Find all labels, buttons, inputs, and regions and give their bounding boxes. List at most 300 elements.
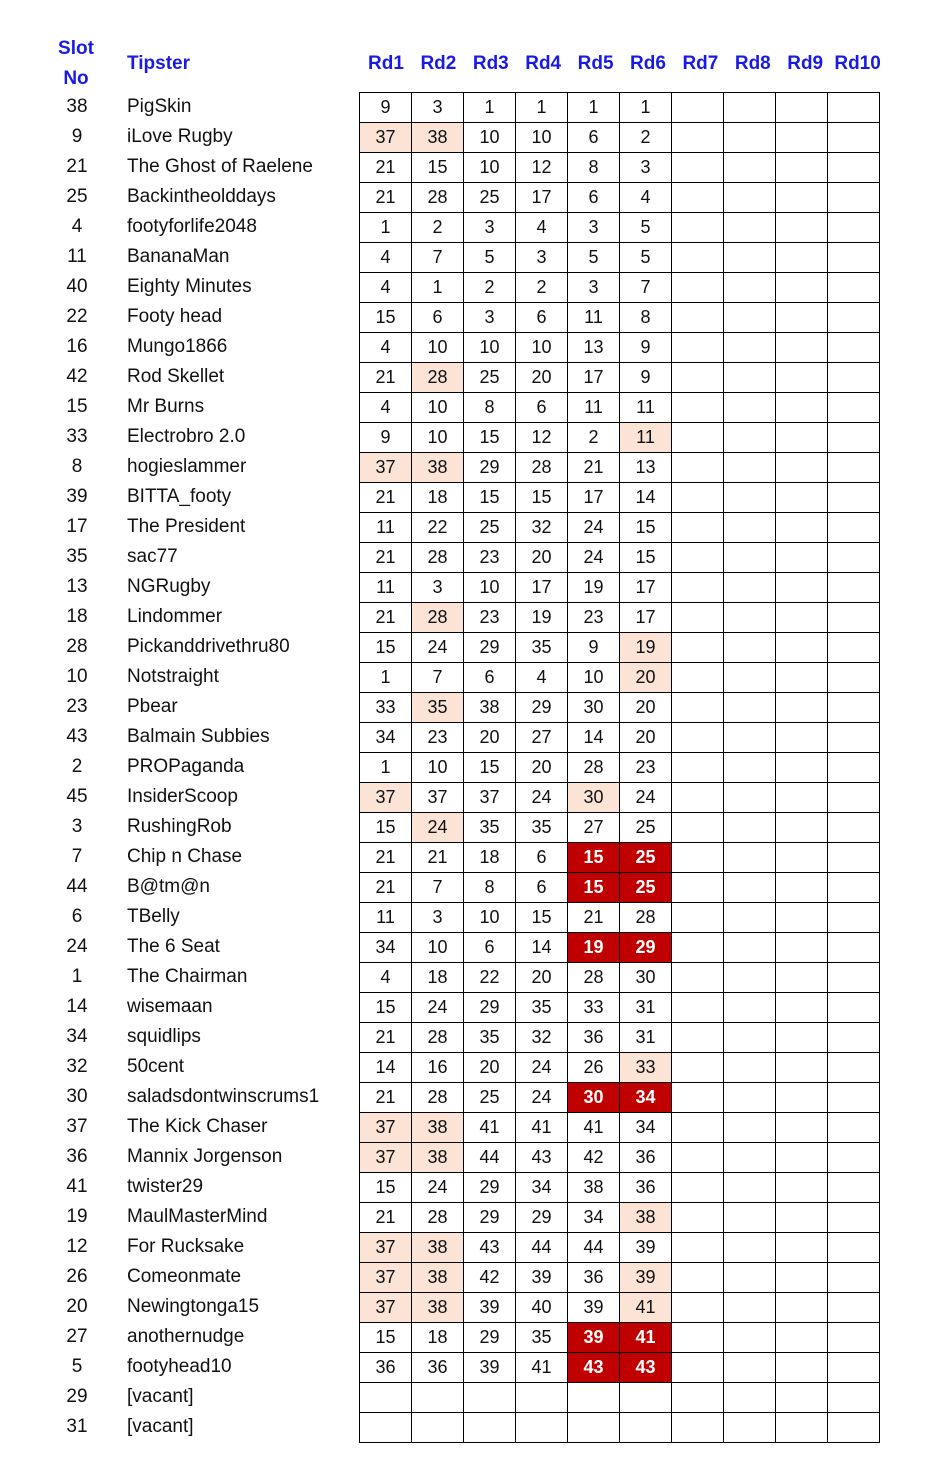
pick-cell-rd5: 3: [568, 273, 620, 303]
pick-cell-rd2: 24: [412, 633, 464, 663]
pick-cell-rd2: 28: [412, 363, 464, 393]
tipster-name: Newingtonga15: [127, 1296, 260, 1317]
pick-cell-rd5: 39: [568, 1323, 620, 1353]
pick-cell-rd8: [724, 963, 776, 993]
pick-cell-rd1: [360, 1383, 412, 1413]
slot-number: 31: [66, 1416, 88, 1437]
pick-cell-rd6: 34: [620, 1083, 672, 1113]
pick-cell-rd6: 36: [620, 1173, 672, 1203]
table-row: [360, 93, 880, 123]
pick-cell-rd6: 11: [620, 393, 672, 423]
pick-cell-rd4: 12: [516, 423, 568, 453]
pick-cell-rd6: 17: [620, 573, 672, 603]
pick-cell-rd8: [724, 453, 776, 483]
pick-cell-rd5: [568, 1413, 620, 1443]
pick-cell-rd2: 10: [412, 393, 464, 423]
pick-cell-rd1: [360, 1413, 412, 1443]
pick-cell-rd4: 6: [516, 843, 568, 873]
pick-cell-rd8: [724, 1293, 776, 1323]
pick-cell-rd1: 4: [360, 243, 412, 273]
pick-cell-rd9: [776, 723, 828, 753]
pick-cell-rd1: 34: [360, 933, 412, 963]
pick-cell-rd4: 32: [516, 1023, 568, 1053]
tipster-name: The Ghost of Raelene: [127, 156, 313, 177]
pick-cell-rd4: 1: [516, 93, 568, 123]
pick-cell-rd1: 14: [360, 1053, 412, 1083]
pick-cell-rd9: [776, 1323, 828, 1353]
slot-number: 1: [71, 966, 83, 987]
tipster-name: Pbear: [127, 696, 178, 717]
pick-cell-rd4: 17: [516, 183, 568, 213]
pick-cell-rd8: [724, 483, 776, 513]
pick-cell-rd6: 36: [620, 1143, 672, 1173]
pick-cell-rd10: [828, 333, 880, 363]
pick-cell-rd8: [724, 873, 776, 903]
pick-cell-rd3: 1: [464, 93, 516, 123]
table-row: [360, 843, 880, 873]
pick-cell-rd6: 25: [620, 813, 672, 843]
round-header-1: Rd1: [368, 53, 404, 74]
round-header-5: Rd5: [577, 53, 614, 74]
tipster-name: sac77: [127, 546, 178, 567]
pick-cell-rd9: [776, 1263, 828, 1293]
pick-cell-rd3: 29: [464, 453, 516, 483]
pick-cell-rd4: 4: [516, 663, 568, 693]
table-row: [360, 993, 880, 1023]
slot-number: 27: [66, 1326, 88, 1347]
slot-number: 35: [66, 546, 88, 567]
pick-cell-rd5: 30: [568, 783, 620, 813]
table-row: [360, 753, 880, 783]
pick-cell-rd3: 42: [464, 1263, 516, 1293]
pick-cell-rd10: [828, 213, 880, 243]
slot-number: 19: [66, 1206, 88, 1227]
table-row: [360, 1293, 880, 1323]
tipster-name: PigSkin: [127, 96, 192, 117]
pick-cell-rd1: 37: [360, 1293, 412, 1323]
pick-cell-rd8: [724, 723, 776, 753]
pick-cell-rd4: 24: [516, 1083, 568, 1113]
pick-cell-rd10: [828, 453, 880, 483]
tipster-name: The President: [127, 516, 246, 537]
slot-number: 34: [66, 1026, 88, 1047]
pick-cell-rd9: [776, 423, 828, 453]
pick-cell-rd4: 29: [516, 693, 568, 723]
tipster-name: hogieslammer: [127, 456, 247, 477]
pick-cell-rd4: 40: [516, 1293, 568, 1323]
pick-cell-rd9: [776, 1383, 828, 1413]
pick-cell-rd7: [672, 723, 724, 753]
pick-cell-rd7: [672, 1113, 724, 1143]
pick-cell-rd10: [828, 93, 880, 123]
pick-cell-rd2: 7: [412, 243, 464, 273]
round-header-3: Rd3: [472, 53, 509, 74]
pick-cell-rd4: 3: [516, 243, 568, 273]
pick-cell-rd4: 43: [516, 1143, 568, 1173]
pick-cell-rd3: 15: [464, 753, 516, 783]
round-header-9: Rd9: [787, 53, 824, 74]
pick-cell-rd4: 2: [516, 273, 568, 303]
pick-cell-rd9: [776, 663, 828, 693]
pick-cell-rd4: 32: [516, 513, 568, 543]
tipster-name: Eighty Minutes: [127, 276, 252, 297]
tipster-name: footyforlife2048: [127, 216, 257, 237]
pick-cell-rd8: [724, 903, 776, 933]
tipster-name: Footy head: [127, 306, 223, 327]
pick-cell-rd2: [412, 1413, 464, 1443]
pick-cell-rd2: 2: [412, 213, 464, 243]
pick-cell-rd6: 28: [620, 903, 672, 933]
pick-cell-rd3: 10: [464, 573, 516, 603]
pick-cell-rd4: [516, 1413, 568, 1443]
pick-cell-rd1: 37: [360, 1263, 412, 1293]
pick-cell-rd2: 3: [412, 573, 464, 603]
round-header-6: Rd6: [630, 53, 666, 74]
slot-number: 22: [66, 306, 88, 327]
pick-cell-rd10: [828, 843, 880, 873]
pick-cell-rd10: [828, 603, 880, 633]
pick-cell-rd6: 2: [620, 123, 672, 153]
pick-cell-rd9: [776, 273, 828, 303]
pick-cell-rd7: [672, 213, 724, 243]
pick-cell-rd8: [724, 243, 776, 273]
pick-cell-rd5: 44: [568, 1233, 620, 1263]
pick-cell-rd3: [464, 1413, 516, 1443]
pick-cell-rd1: 4: [360, 393, 412, 423]
pick-cell-rd1: 37: [360, 1143, 412, 1173]
pick-cell-rd3: 10: [464, 153, 516, 183]
slot-number: 40: [66, 276, 88, 297]
pick-cell-rd1: 34: [360, 723, 412, 753]
pick-cell-rd7: [672, 1293, 724, 1323]
pick-cell-rd1: 4: [360, 963, 412, 993]
pick-cell-rd5: 26: [568, 1053, 620, 1083]
pick-cell-rd9: [776, 783, 828, 813]
pick-cell-rd10: [828, 783, 880, 813]
pick-cell-rd5: 2: [568, 423, 620, 453]
pick-cell-rd2: 16: [412, 1053, 464, 1083]
pick-cell-rd9: [776, 183, 828, 213]
pick-cell-rd8: [724, 303, 776, 333]
pick-cell-rd9: [776, 1053, 828, 1083]
tipster-name: NGRugby: [127, 576, 211, 597]
pick-cell-rd4: 44: [516, 1233, 568, 1263]
pick-cell-rd2: 7: [412, 663, 464, 693]
pick-cell-rd5: 24: [568, 543, 620, 573]
pick-cell-rd9: [776, 693, 828, 723]
pick-cell-rd1: 21: [360, 483, 412, 513]
pick-cell-rd9: [776, 333, 828, 363]
slot-number: 26: [66, 1266, 88, 1287]
pick-cell-rd2: 23: [412, 723, 464, 753]
pick-cell-rd9: [776, 213, 828, 243]
pick-cell-rd3: 41: [464, 1113, 516, 1143]
pick-cell-rd10: [828, 753, 880, 783]
pick-cell-rd6: 5: [620, 213, 672, 243]
pick-cell-rd7: [672, 513, 724, 543]
pick-cell-rd8: [724, 1053, 776, 1083]
pick-cell-rd6: 30: [620, 963, 672, 993]
pick-cell-rd4: 24: [516, 783, 568, 813]
pick-cell-rd8: [724, 1143, 776, 1173]
pick-cell-rd2: 1: [412, 273, 464, 303]
pick-cell-rd8: [724, 693, 776, 723]
pick-cell-rd3: 15: [464, 423, 516, 453]
pick-cell-rd8: [724, 423, 776, 453]
pick-cell-rd5: 21: [568, 903, 620, 933]
pick-cell-rd5: 8: [568, 153, 620, 183]
slot-number: 41: [66, 1176, 88, 1197]
pick-cell-rd4: 6: [516, 393, 568, 423]
pick-cell-rd4: 19: [516, 603, 568, 633]
tipster-name: Backintheolddays: [127, 186, 276, 207]
pick-cell-rd5: 30: [568, 1083, 620, 1113]
pick-cell-rd8: [724, 1263, 776, 1293]
table-row: [360, 1053, 880, 1083]
pick-cell-rd6: 15: [620, 513, 672, 543]
pick-cell-rd10: [828, 1323, 880, 1353]
pick-cell-rd8: [724, 813, 776, 843]
pick-cell-rd5: 19: [568, 933, 620, 963]
slot-number: 10: [66, 666, 88, 687]
table-row: [360, 1083, 880, 1113]
pick-cell-rd6: 43: [620, 1353, 672, 1383]
pick-cell-rd6: 41: [620, 1293, 672, 1323]
slot-number: 37: [66, 1116, 88, 1137]
tipster-header: Tipster: [127, 53, 191, 74]
table-row: [360, 1413, 880, 1443]
pick-cell-rd1: 33: [360, 693, 412, 723]
pick-cell-rd6: 19: [620, 633, 672, 663]
table-row: [360, 453, 880, 483]
pick-cell-rd7: [672, 1353, 724, 1383]
pick-cell-rd6: [620, 1413, 672, 1443]
pick-cell-rd4: [516, 1383, 568, 1413]
pick-cell-rd2: 10: [412, 333, 464, 363]
pick-cell-rd4: 15: [516, 483, 568, 513]
round-header-8: Rd8: [734, 53, 771, 74]
pick-cell-rd8: [724, 573, 776, 603]
pick-cell-rd10: [828, 1413, 880, 1443]
slot-number: 32: [66, 1056, 88, 1077]
slot-number: 30: [66, 1086, 88, 1107]
pick-cell-rd5: 10: [568, 663, 620, 693]
pick-cell-rd5: 43: [568, 1353, 620, 1383]
tipster-name: wisemaan: [127, 996, 213, 1017]
pick-cell-rd5: 42: [568, 1143, 620, 1173]
pick-cell-rd9: [776, 1203, 828, 1233]
pick-cell-rd9: [776, 363, 828, 393]
pick-cell-rd6: 24: [620, 783, 672, 813]
pick-cell-rd7: [672, 483, 724, 513]
tipster-name: BITTA_footy: [127, 486, 232, 507]
pick-cell-rd6: 9: [620, 363, 672, 393]
tipster-name: anothernudge: [127, 1326, 245, 1347]
pick-cell-rd6: 7: [620, 273, 672, 303]
pick-cell-rd7: [672, 573, 724, 603]
pick-cell-rd8: [724, 1383, 776, 1413]
pick-cell-rd4: 34: [516, 1173, 568, 1203]
pick-cell-rd5: 21: [568, 453, 620, 483]
tipster-name: [vacant]: [127, 1386, 194, 1407]
pick-cell-rd7: [672, 603, 724, 633]
slot-number: 13: [66, 576, 88, 597]
pick-cell-rd10: [828, 963, 880, 993]
table-row: [360, 873, 880, 903]
pick-cell-rd4: 29: [516, 1203, 568, 1233]
pick-cell-rd3: 3: [464, 303, 516, 333]
pick-cell-rd3: 39: [464, 1353, 516, 1383]
pick-cell-rd10: [828, 183, 880, 213]
pick-cell-rd2: 38: [412, 1293, 464, 1323]
pick-cell-rd2: 21: [412, 843, 464, 873]
pick-cell-rd8: [724, 783, 776, 813]
pick-cell-rd9: [776, 573, 828, 603]
pick-cell-rd8: [724, 123, 776, 153]
pick-cell-rd4: 17: [516, 573, 568, 603]
table-row: [360, 813, 880, 843]
pick-cell-rd5: 30: [568, 693, 620, 723]
pick-cell-rd1: 37: [360, 1233, 412, 1263]
pick-cell-rd2: 37: [412, 783, 464, 813]
pick-cell-rd4: 14: [516, 933, 568, 963]
pick-cell-rd8: [724, 1113, 776, 1143]
pick-cell-rd6: 14: [620, 483, 672, 513]
table-row: [360, 603, 880, 633]
pick-cell-rd3: 23: [464, 603, 516, 633]
pick-cell-rd7: [672, 1203, 724, 1233]
tipster-name: Mr Burns: [127, 396, 205, 417]
table-row: [360, 723, 880, 753]
pick-cell-rd1: 21: [360, 363, 412, 393]
pick-cell-rd4: 24: [516, 1053, 568, 1083]
pick-cell-rd4: 35: [516, 813, 568, 843]
pick-cell-rd10: [828, 483, 880, 513]
pick-cell-rd8: [724, 1203, 776, 1233]
pick-cell-rd2: 10: [412, 423, 464, 453]
pick-cell-rd5: 17: [568, 363, 620, 393]
pick-cell-rd9: [776, 1293, 828, 1323]
slot-number: 39: [66, 486, 88, 507]
pick-cell-rd9: [776, 1233, 828, 1263]
table-row: [360, 963, 880, 993]
tipster-name: Lindommer: [127, 606, 223, 627]
pick-cell-rd7: [672, 1173, 724, 1203]
pick-cell-rd8: [724, 333, 776, 363]
pick-cell-rd2: 6: [412, 303, 464, 333]
pick-cell-rd6: 33: [620, 1053, 672, 1083]
pick-cell-rd5: 28: [568, 753, 620, 783]
pick-cell-rd6: 41: [620, 1323, 672, 1353]
pick-cell-rd7: [672, 1053, 724, 1083]
table-row: [360, 333, 880, 363]
pick-cell-rd8: [724, 363, 776, 393]
pick-cell-rd3: 15: [464, 483, 516, 513]
pick-cell-rd1: 21: [360, 603, 412, 633]
pick-cell-rd7: [672, 1263, 724, 1293]
pick-cell-rd10: [828, 513, 880, 543]
pick-cell-rd2: [412, 1383, 464, 1413]
slot-number: 45: [66, 786, 88, 807]
pick-cell-rd3: 6: [464, 663, 516, 693]
slot-header-line2: No: [63, 68, 89, 89]
pick-cell-rd2: 28: [412, 1203, 464, 1233]
pick-cell-rd4: 12: [516, 153, 568, 183]
pick-cell-rd2: 10: [412, 933, 464, 963]
pick-cell-rd10: [828, 393, 880, 423]
pick-cell-rd8: [724, 1173, 776, 1203]
pick-cell-rd1: 15: [360, 1173, 412, 1203]
pick-cell-rd10: [828, 1083, 880, 1113]
pick-cell-rd3: 29: [464, 1203, 516, 1233]
pick-cell-rd7: [672, 783, 724, 813]
pick-cell-rd9: [776, 1083, 828, 1113]
pick-cell-rd4: 28: [516, 453, 568, 483]
tipster-name: RushingRob: [127, 816, 232, 837]
tipster-name: B@tm@n: [127, 876, 210, 897]
pick-cell-rd4: 10: [516, 333, 568, 363]
slot-number: 28: [66, 636, 88, 657]
slot-number: 24: [66, 936, 88, 957]
pick-cell-rd4: 35: [516, 1323, 568, 1353]
table-row: [360, 243, 880, 273]
pick-cell-rd1: 4: [360, 273, 412, 303]
slot-number: 29: [66, 1386, 88, 1407]
pick-cell-rd4: 39: [516, 1263, 568, 1293]
table-row: [360, 1353, 880, 1383]
pick-cell-rd6: 4: [620, 183, 672, 213]
pick-cell-rd3: 18: [464, 843, 516, 873]
pick-cell-rd10: [828, 903, 880, 933]
pick-cell-rd7: [672, 843, 724, 873]
slot-number: 12: [66, 1236, 88, 1257]
table-row: [360, 513, 880, 543]
slot-number: 20: [66, 1296, 88, 1317]
pick-cell-rd3: 25: [464, 183, 516, 213]
pick-cell-rd6: 31: [620, 1023, 672, 1053]
table-row: [360, 1233, 880, 1263]
pick-cell-rd8: [724, 633, 776, 663]
pick-cell-rd1: 1: [360, 753, 412, 783]
table-row: [360, 273, 880, 303]
pick-cell-rd7: [672, 243, 724, 273]
pick-cell-rd6: 8: [620, 303, 672, 333]
pick-cell-rd2: 24: [412, 993, 464, 1023]
pick-cell-rd8: [724, 1323, 776, 1353]
pick-cell-rd7: [672, 153, 724, 183]
pick-cell-rd9: [776, 153, 828, 183]
pick-cell-rd5: 11: [568, 303, 620, 333]
pick-cell-rd7: [672, 993, 724, 1023]
tipster-name: PROPaganda: [127, 756, 245, 777]
table-row: [360, 693, 880, 723]
pick-cell-rd1: 37: [360, 783, 412, 813]
pick-cell-rd1: 1: [360, 213, 412, 243]
pick-cell-rd9: [776, 753, 828, 783]
pick-cell-rd6: 20: [620, 723, 672, 753]
table-row: [360, 423, 880, 453]
pick-cell-rd1: 21: [360, 543, 412, 573]
pick-cell-rd8: [724, 843, 776, 873]
pick-cell-rd2: 10: [412, 753, 464, 783]
pick-cell-rd5: 6: [568, 183, 620, 213]
pick-cell-rd10: [828, 1353, 880, 1383]
pick-cell-rd5: 1: [568, 93, 620, 123]
pick-cell-rd2: 28: [412, 603, 464, 633]
pick-cell-rd2: 7: [412, 873, 464, 903]
pick-cell-rd2: 15: [412, 153, 464, 183]
slot-number: 23: [66, 696, 88, 717]
